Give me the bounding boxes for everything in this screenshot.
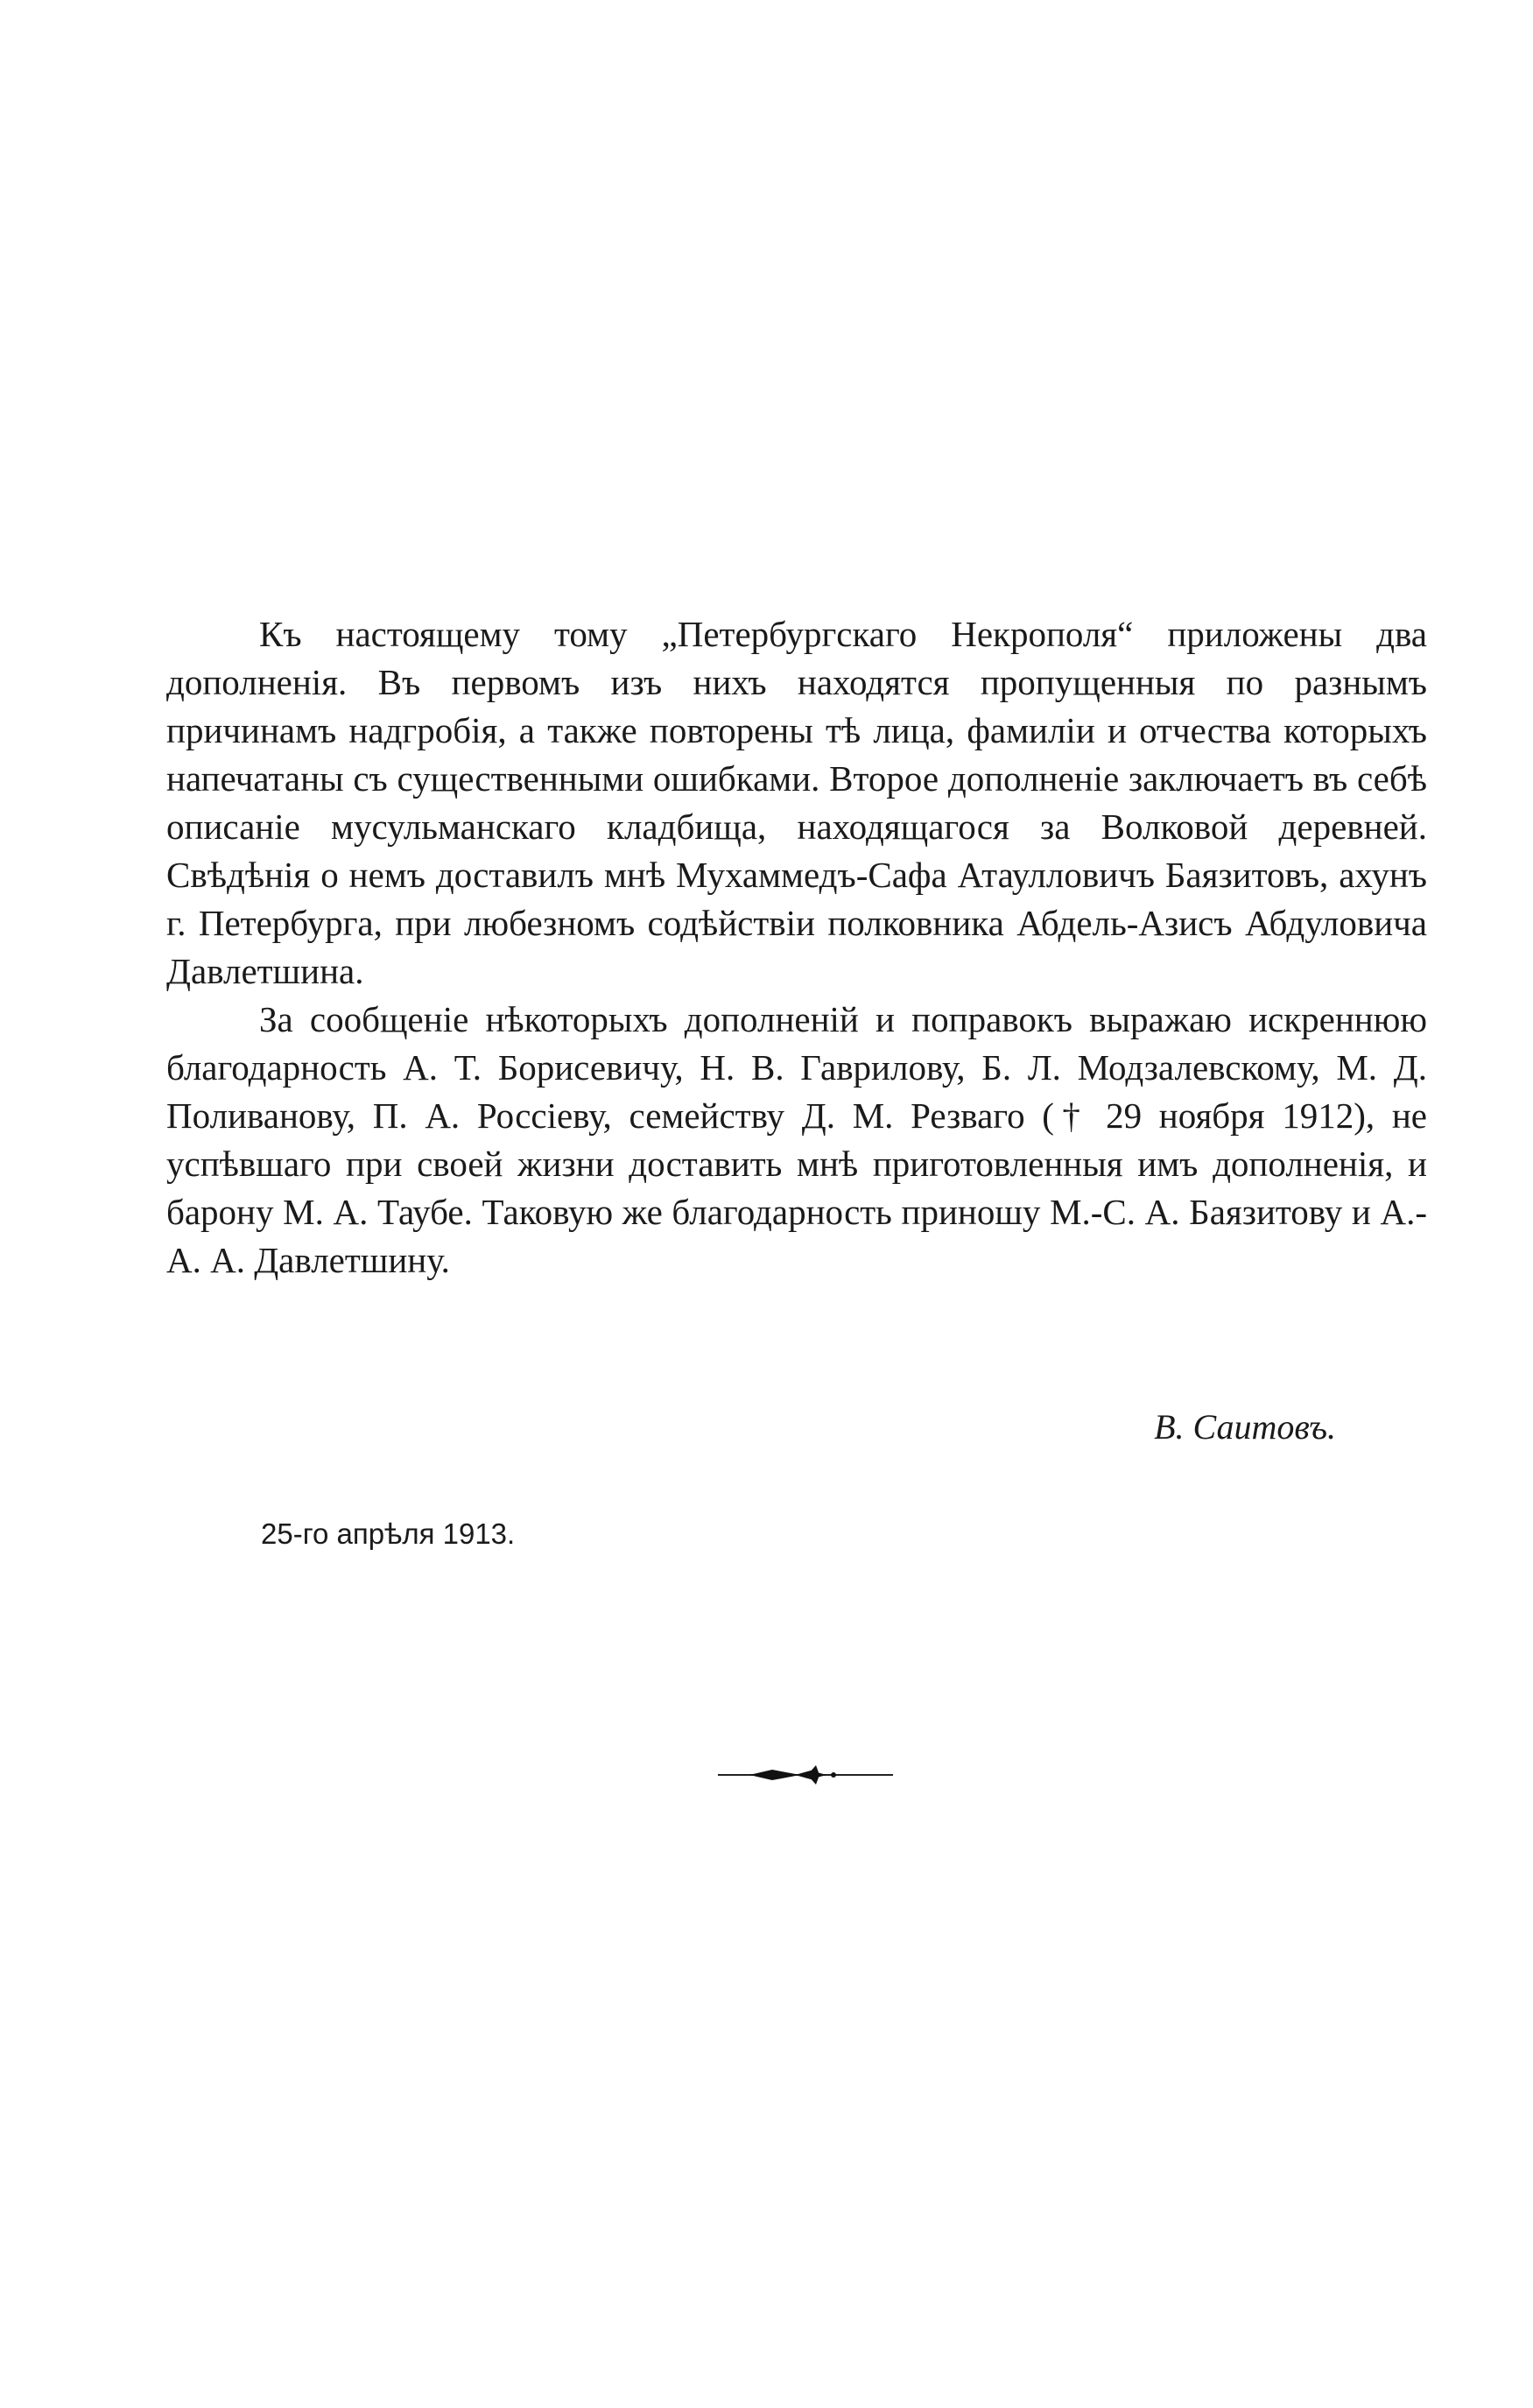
author-signature: В. Саитовъ. [1154, 1407, 1336, 1447]
preface-date: 25-го апрѣля 1913. [261, 1517, 516, 1550]
preface-paragraph-1: Къ настоящему тому „Петербургскаго Некрополя“ приложены два дополненія. Въ первомъ изъ нихъ находятся пропущенныя по разнымъ причинамъ надгробія, а также повторены тѣ лица, фамиліи и отчества которыхъ напечатаны съ существенными ошибками. Второе дополненіе заключаетъ въ себѣ описаніе мусульманскаго кладбища, находящагося за Волковой деревней. Свѣдѣнія о немъ доставилъ мнѣ Мухаммедъ-Сафа Атаулловичъ Баязитовъ, ахунъ г. Петербурга, при любезномъ содѣйствіи полковника Абдель-Азисъ Абдуловича Давлетшина. [166, 614, 1427, 991]
preface-text [166, 610, 1427, 1285]
preface-paragraph-2: За сообщеніе нѣкоторыхъ дополненій и поправокъ выражаю искреннюю благодарность А. Т. Борисевичу, Н. В. Гаврилову, Б. Л. Модзалевскому, М. Д. Поливанову, П. А. Россіеву, семейству Д. М. Резваго († 29 ноября 1912), не успѣвшаго при своей жизни доставить мнѣ приготовленныя имъ дополненія, и барону М. А. Таубе. Таковую же благодарность приношу М.-С. А. Баязитову и А.-А. А. Давлетшину. [166, 999, 1427, 1280]
fleuron-ornament-icon [718, 1762, 893, 1788]
